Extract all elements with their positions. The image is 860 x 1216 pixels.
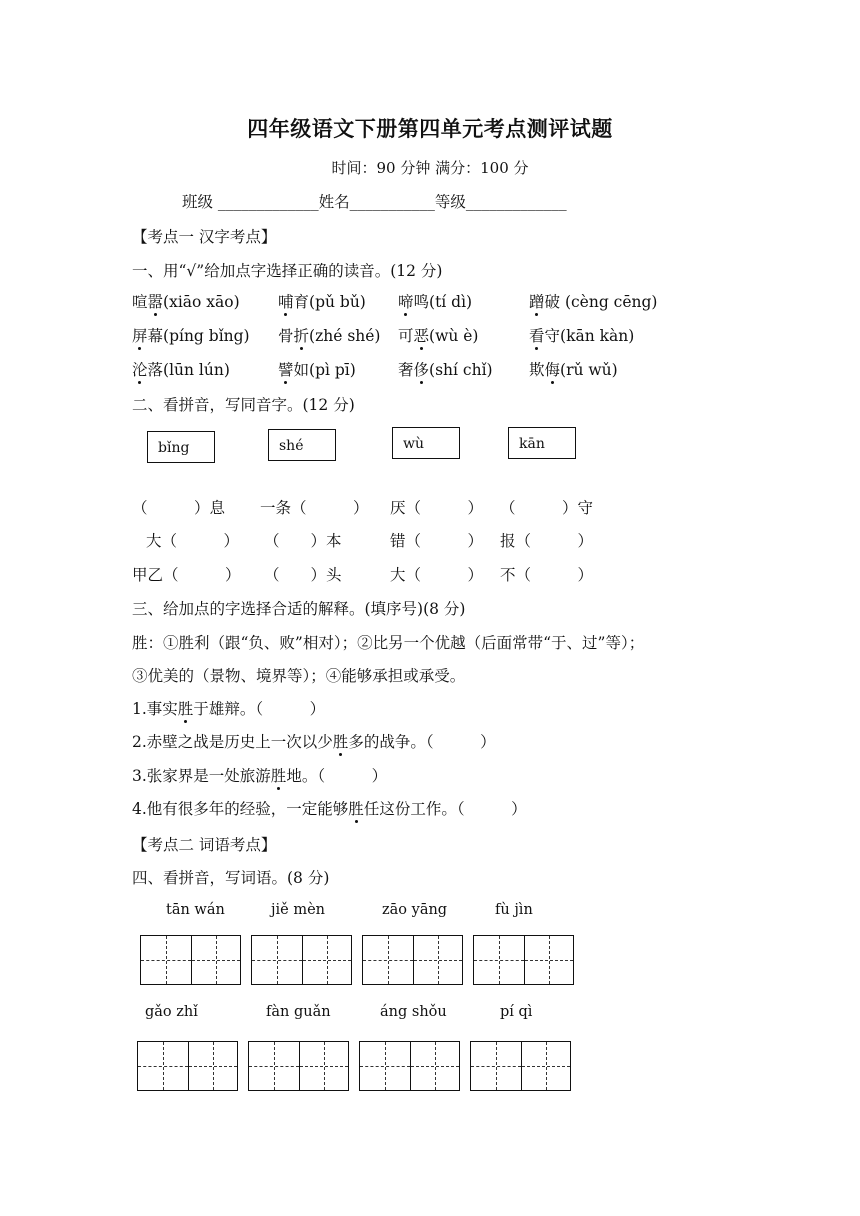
class-name-grade-line: 班级 _____________姓名___________等级_____________: [182, 193, 567, 211]
item-text: (zhé shé): [309, 327, 381, 345]
pinyin-box: shé: [268, 429, 336, 461]
question-4-title: 四、看拼音，写词语。(8 分): [132, 869, 330, 887]
emphasis-dot-char: 胜: [271, 764, 287, 786]
item-text: (shí chǐ): [429, 361, 493, 379]
homophone-blank[interactable]: （ ）息: [132, 499, 226, 517]
pinyin-box: bǐng: [147, 431, 215, 463]
item-text: (xiāo xāo): [163, 293, 240, 311]
question-1-title: 一、用“√”给加点字选择正确的读音。(12 分): [132, 262, 443, 280]
emphasis-dot-char: 沦: [132, 358, 148, 380]
reading-choice-item: [132, 290, 240, 312]
reading-choice-item: [132, 358, 230, 380]
item-text: (wù è): [429, 327, 479, 345]
item-text: 地。（ ）: [286, 767, 388, 785]
emphasis-dot-char: 嚣: [148, 290, 164, 312]
item-text: 4.他有很多年的经验，一定能够: [132, 800, 349, 818]
reading-choice-item: [529, 290, 657, 312]
emphasis-dot-char: 屏: [132, 324, 148, 346]
emphasis-dot-char: 侮: [545, 358, 561, 380]
item-text: 奢: [398, 361, 414, 379]
pinyin-label: fù jìn: [495, 902, 533, 918]
definition-line-1: 胜：①胜利（跟“负、败”相对）；②比另一个优越（后面常带“于、过”等）；: [132, 634, 645, 652]
homophone-blank[interactable]: 一条（ ）: [260, 499, 369, 517]
page-title: 四年级语文下册第四单元考点测评试题: [247, 117, 613, 141]
meaning-choice-item: [132, 797, 527, 819]
pinyin-box: kān: [508, 427, 576, 459]
reading-choice-item: [278, 290, 366, 312]
item-text: 喧: [132, 293, 148, 311]
reading-choice-item: [398, 324, 478, 346]
pinyin-label: zāo yāng: [382, 902, 448, 918]
pinyin-label: pí qì: [500, 1004, 533, 1020]
emphasis-dot-char: 恶: [414, 324, 430, 346]
emphasis-dot-char: 啼: [398, 290, 414, 312]
homophone-blank[interactable]: 错（ ）: [390, 532, 484, 550]
homophone-blank[interactable]: 厌（ ）: [390, 499, 484, 517]
writing-grid[interactable]: [251, 935, 352, 985]
item-text: 于雄辩。（ ）: [193, 700, 326, 718]
item-text: 守(kān kàn): [544, 327, 635, 345]
emphasis-dot-char: 譬: [278, 358, 294, 380]
section-heading-hanzi: 【考点一 汉字考点】: [132, 228, 277, 246]
item-text: 落(lūn lún): [147, 361, 230, 379]
item-text: 任这份工作。（ ）: [363, 800, 527, 818]
meaning-choice-item: [132, 764, 387, 786]
writing-grid[interactable]: [473, 935, 574, 985]
pinyin-label: áng shǒu: [380, 1004, 447, 1020]
item-text: 鸣(tí dì): [413, 293, 473, 311]
item-text: 可: [398, 327, 414, 345]
homophone-blank[interactable]: 大（ ）: [146, 532, 240, 550]
homophone-blank[interactable]: （ ）守: [500, 499, 594, 517]
writing-grid[interactable]: [359, 1041, 460, 1091]
item-text: (rǔ wǔ): [560, 361, 618, 379]
writing-grid[interactable]: [140, 935, 241, 985]
homophone-blank[interactable]: 报（ ）: [500, 532, 594, 550]
item-text: 幕(píng bǐng): [147, 327, 250, 345]
pinyin-box: wù: [392, 427, 460, 459]
emphasis-dot-char: 胜: [333, 730, 349, 752]
reading-choice-item: [529, 358, 618, 380]
section-heading-words: 【考点二 词语考点】: [132, 836, 277, 854]
emphasis-dot-char: 侈: [414, 358, 430, 380]
homophone-blank[interactable]: 大（ ）: [390, 566, 484, 584]
writing-grid[interactable]: [470, 1041, 571, 1091]
writing-grid[interactable]: [248, 1041, 349, 1091]
item-text: 多的战争。（ ）: [348, 733, 496, 751]
item-text: 欺: [529, 361, 545, 379]
writing-grid[interactable]: [137, 1041, 238, 1091]
reading-choice-item: [132, 324, 250, 346]
item-text: 如(pì pī): [293, 361, 356, 379]
meaning-choice-item: [132, 697, 325, 719]
question-3-title: 三、给加点的字选择合适的解释。(填序号)(8 分): [132, 600, 466, 618]
emphasis-dot-char: 哺: [278, 290, 294, 312]
item-text: 2.赤壁之战是历史上一次以少: [132, 733, 333, 751]
emphasis-dot-char: 折: [294, 324, 310, 346]
question-2-title: 二、看拼音，写同音字。(12 分): [132, 396, 355, 414]
reading-choice-item: [398, 358, 493, 380]
item-text: 破 (cèng cēng): [544, 293, 658, 311]
item-text: 育(pǔ bǔ): [293, 293, 366, 311]
item-text: 1.事实: [132, 700, 178, 718]
homophone-blank[interactable]: 不（ ）: [500, 566, 594, 584]
homophone-blank[interactable]: （ ）本: [264, 532, 342, 550]
pinyin-label: jiě mèn: [271, 902, 325, 918]
emphasis-dot-char: 看: [529, 324, 545, 346]
emphasis-dot-char: 胜: [348, 797, 364, 819]
writing-grid[interactable]: [362, 935, 463, 985]
homophone-blank[interactable]: 甲乙（ ）: [132, 566, 241, 584]
pinyin-label: gǎo zhǐ: [145, 1004, 198, 1020]
definition-line-2: ③优美的（景物、境界等）；④能够承担或承受。: [132, 667, 466, 685]
reading-choice-item: [278, 324, 380, 346]
item-text: 3.张家界是一处旅游: [132, 767, 271, 785]
homophone-blank[interactable]: （ ）头: [264, 566, 342, 584]
reading-choice-item: [278, 358, 356, 380]
reading-choice-item: [398, 290, 472, 312]
emphasis-dot-char: 胜: [178, 697, 194, 719]
emphasis-dot-char: 蹭: [529, 290, 545, 312]
item-text: 骨: [278, 327, 294, 345]
pinyin-label: tān wán: [166, 902, 225, 918]
reading-choice-item: [529, 324, 634, 346]
pinyin-label: fàn guǎn: [266, 1004, 331, 1020]
meaning-choice-item: [132, 730, 496, 752]
exam-meta: 时间：90 分钟 满分：100 分: [331, 159, 529, 177]
